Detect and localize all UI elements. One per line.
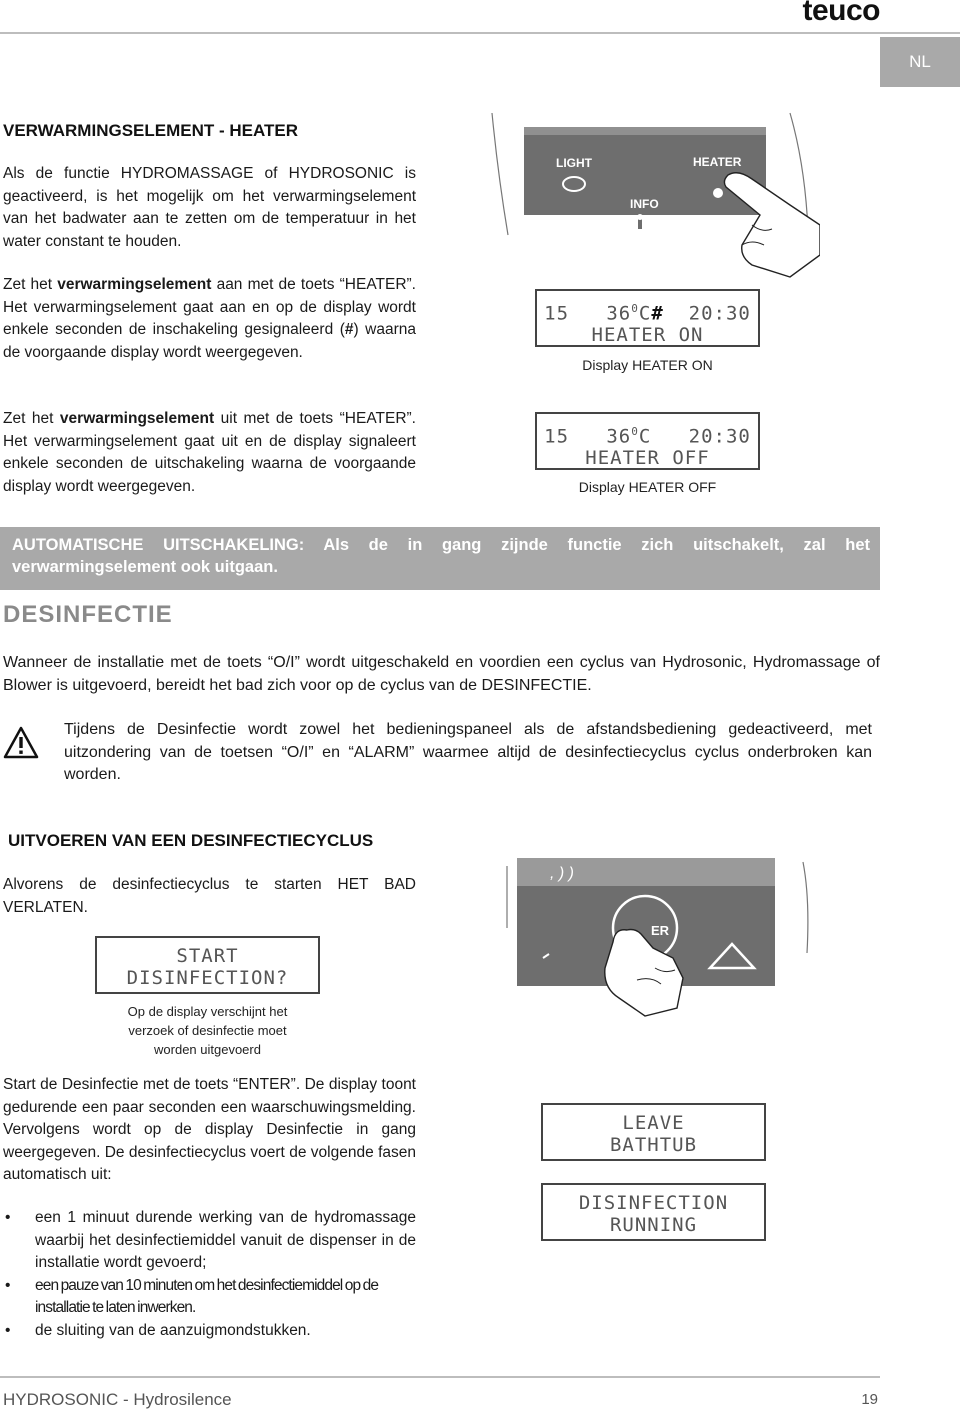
lcd-running-line1: DISINFECTION xyxy=(578,1192,729,1214)
p2-bold: verwarmingselement xyxy=(57,276,212,293)
heater-section-title: VERWARMINGSELEMENT - HEATER xyxy=(3,121,298,140)
cycle-section-title: UITVOEREN VAN EEN DESINFECTIECYCLUS xyxy=(8,831,374,850)
lcd-heater-on xyxy=(535,289,760,347)
p2-mid: aan met de toets “HEATER”. Het verwarmingselement gaat aan en op de display wordt enkele seconden de inschakeling gesignaleerd ( xyxy=(3,276,416,338)
list-item: • een pauze van 10 minuten om het desinfectiemiddel op de installatie te laten inwerken. xyxy=(3,1275,416,1320)
lcd-on-line1: 15 $36^0C\#$ 20:30 xyxy=(544,302,751,325)
svg-text:, ) ): , ) ) xyxy=(550,865,574,882)
heater-paragraph-2 xyxy=(3,274,416,364)
cycle-phase-list xyxy=(3,1207,416,1342)
lcd-leave-line1: LEAVE xyxy=(622,1112,685,1134)
lcd-heater-off xyxy=(535,412,760,470)
lcd-on-line2: HEATER ON xyxy=(591,324,704,347)
enter-button-label: ER xyxy=(651,923,670,938)
p3-bold: verwarmingselement xyxy=(59,410,215,427)
warning-icon xyxy=(3,726,39,760)
disinfection-warning: Tijdens de Desinfectie wordt zowel het bedieningspaneel als de afstandsbediening gedeactiveerd, met uitzondering van de toetsen “O/I” en “ALARM” waarmee altijd de desinfectiecyclus cyclus onderbroken kan worden. xyxy=(64,721,872,783)
cycle-paragraph-1: Alvorens de desinfectiecyclus te starten HET BAD VERLATEN. xyxy=(3,876,416,916)
p2-post: ) waarna de voorgaande display wordt weergegeven. xyxy=(3,321,416,361)
heater-paragraph-3 xyxy=(3,408,416,498)
lcd-off-line1: 15 $36^0C$ 20:30 xyxy=(544,425,751,448)
heater-button-label: HEATER xyxy=(693,155,742,169)
p2-hash: # xyxy=(344,321,354,338)
lcd-running-line2: RUNNING xyxy=(609,1214,698,1236)
list-item: • de sluiting van de aanzuigmondstukken. xyxy=(3,1320,416,1343)
page-number: 19 xyxy=(861,1391,878,1408)
lcd-off-line2: HEATER OFF xyxy=(585,447,710,470)
disinfection-title: DESINFECTIE xyxy=(3,601,173,628)
cycle-paragraph-2: Start de Desinfectie met de toets “ENTER”. De display toont gedurende een paar seconden een waarschuwingsmelding. Vervolgens wordt op de display Desinfectie in gang weergegeven. De desinfectiecyclus voert de volgende fasen automatisch uit: xyxy=(3,1076,416,1183)
enter-panel-illustration xyxy=(505,858,825,1033)
caption-start: Op de display verschijnt het verzoek of desinfectie moet worden uitgevoerd xyxy=(127,1004,288,1057)
lcd-start-line2: DISINFECTION? xyxy=(126,967,289,989)
auto-shutoff-notice: AUTOMATISCHE UITSCHAKELING: Als de in gang zijnde functie zich uitschakelt, zal het verwarmingselement ook uitgaan. xyxy=(0,527,880,590)
heater-panel-illustration xyxy=(490,105,820,280)
lcd-start-line1: START xyxy=(176,945,239,967)
lcd-leave-bathtub xyxy=(541,1103,766,1161)
p2-pre: Zet het xyxy=(3,276,58,293)
footer-product-name: HYDROSONIC - Hydrosilence xyxy=(3,1390,232,1409)
caption-heater-off: Display HEATER OFF xyxy=(578,479,717,495)
p3-pre: Zet het xyxy=(3,410,60,427)
disinfection-intro: Wanneer de installatie met de toets “O/I” wordt uitgeschakeld en voordien een cyclus van Hydrosonic, Hydromassage of Blower is uitgevoerd, bereidt het bad zich voor op de cyclus van de DESINFECTIE. xyxy=(3,654,880,694)
light-button-label: LIGHT xyxy=(556,156,592,170)
heater-paragraph-1: Als de functie HYDROMASSAGE of HYDROSONIC is geactiveerd, is het mogelijk om het verwarmingselement van het badwater aan te zetten om de temperatuur in het water constant te houden. xyxy=(3,165,416,250)
lcd-leave-line2: BATHTUB xyxy=(609,1134,698,1156)
header-divider xyxy=(0,32,960,34)
caption-heater-on: Display HEATER ON xyxy=(582,357,713,373)
list-item: • een 1 minuut durende werking van de hydromassage waarbij het desinfectiemiddel vanuit de dispenser in de installatie wordt gevoerd; xyxy=(3,1207,416,1275)
footer-divider xyxy=(0,1376,880,1378)
p3-post: uit met de toets “HEATER”. Het verwarmingselement gaat uit en de display signaleert enkele seconden de uitschakeling waarna de voorgaande display wordt weergegeven. xyxy=(3,410,416,495)
language-tab: NL xyxy=(880,37,960,87)
lcd-disinfection-running xyxy=(541,1183,766,1241)
lcd-start-disinfection xyxy=(95,936,320,994)
brand-logo: teuco xyxy=(802,0,880,27)
info-button-label: INFO xyxy=(630,197,659,211)
